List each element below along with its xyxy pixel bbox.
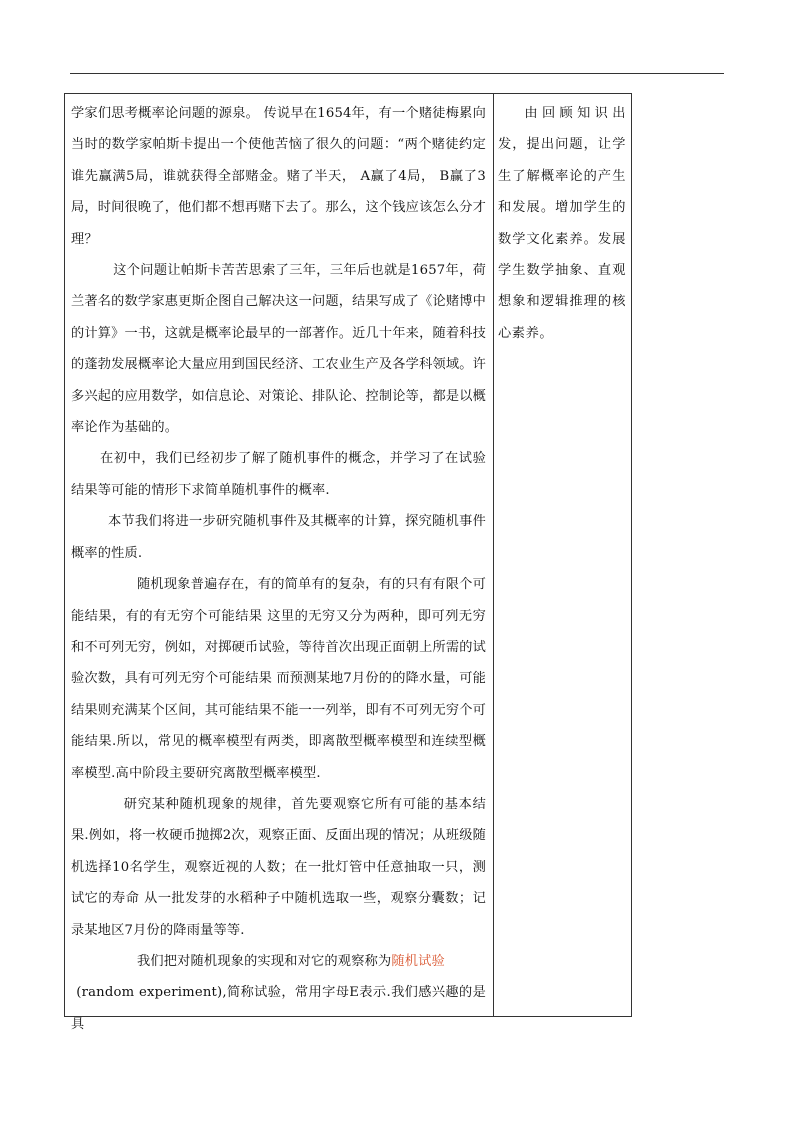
design-intent-note: 由回顾知识出发，提出问题，让学生了解概率论的产生和发展。增加学生的数学文化素养。发展学生数学抽象、直观想象和逻辑推理的核心素养。: [498, 106, 626, 341]
paragraph-history: 学家们思考概率论问题的源泉。 传说早在1654年，有一个赌徒梅累向当时的数学家帕斯卡提出一个使他苦恼了很久的问题：“两个赌徒约定谁先赢满5局，谁就获得全部赌金。赌了半天， A赢了4局， B赢了3局，时间很晚了，他们都不想再赌下去了。那么，这个钱应该怎么分才理？: [71, 106, 487, 247]
column-divider: [493, 94, 494, 1016]
definition-text: 我们把对随机现象的实现和对它的观察称为: [137, 953, 392, 969]
header-rule: [70, 73, 724, 74]
paragraph-huygens: 这个问题让帕斯卡苦苦思索了三年，三年后也就是1657年，荷兰著名的数学家惠更斯企图自己解决这一问题，结果写成了《论赌博中的计算》一书，这就是概率论最早的一部著作。近几十年来，随着科技的蓬勃发展概率论大量应用到国民经济、工农业生产及各学科领域。许多兴起的应用数学，如信息论、对策论、排队论、控制论等，都是以概率论作为基础的。: [71, 263, 487, 436]
term-random-experiment: 随机试验: [391, 953, 445, 969]
paragraph-random-phenomena: 随机现象普遍存在，有的简单有的复杂，有的只有有限个可能结果，有的有无穷个可能结果 这里的无穷又分为两种，即可列无穷和不可列无穷，例如，对掷硬币试验，等待首次出现正面朝上所需的试验次数，具有可列无穷个可能结果 而预测某地7月份的的降水量，可能结果则充满某个区间，其可能结果不能一一列举，即有不可列无穷个可能结果.所以，常见的概率模型有两类，即离散型概率模型和连续型概率模型.高中阶段主要研究离散型概率模型.: [71, 577, 487, 781]
paragraph-basic-results: 研究某种随机现象的规律，首先要观察它所有可能的基本结果.例如，将一枚硬币抛掷2次，观察正面、反面出现的情况；从班级随机选择10名学生，观察近视的人数；在一批灯管中任意抽取一只，测试它的寿命 从一批发芽的水稻种子中随机选取一些，观察分囊数；记录某地区7月份的降雨量等等.: [71, 796, 486, 938]
paragraph-junior-high: 在初中，我们已经初步了解了随机事件的概念，并学习了在试验结果等可能的情形下求简单随机事件的概率.: [71, 451, 486, 498]
lesson-table: [64, 93, 632, 1032]
paragraph-definition: [71, 946, 486, 977]
paragraph-section-goal: 本节我们将进一步研究随机事件及其概率的计算，探究随机事件概率的性质.: [71, 514, 486, 561]
content-column: [71, 98, 486, 1040]
paragraph-english-term: (random experiment),简称试验，常用字母E表示.我们感兴趣的是具: [71, 985, 486, 1032]
design-intent-column: [498, 98, 626, 349]
